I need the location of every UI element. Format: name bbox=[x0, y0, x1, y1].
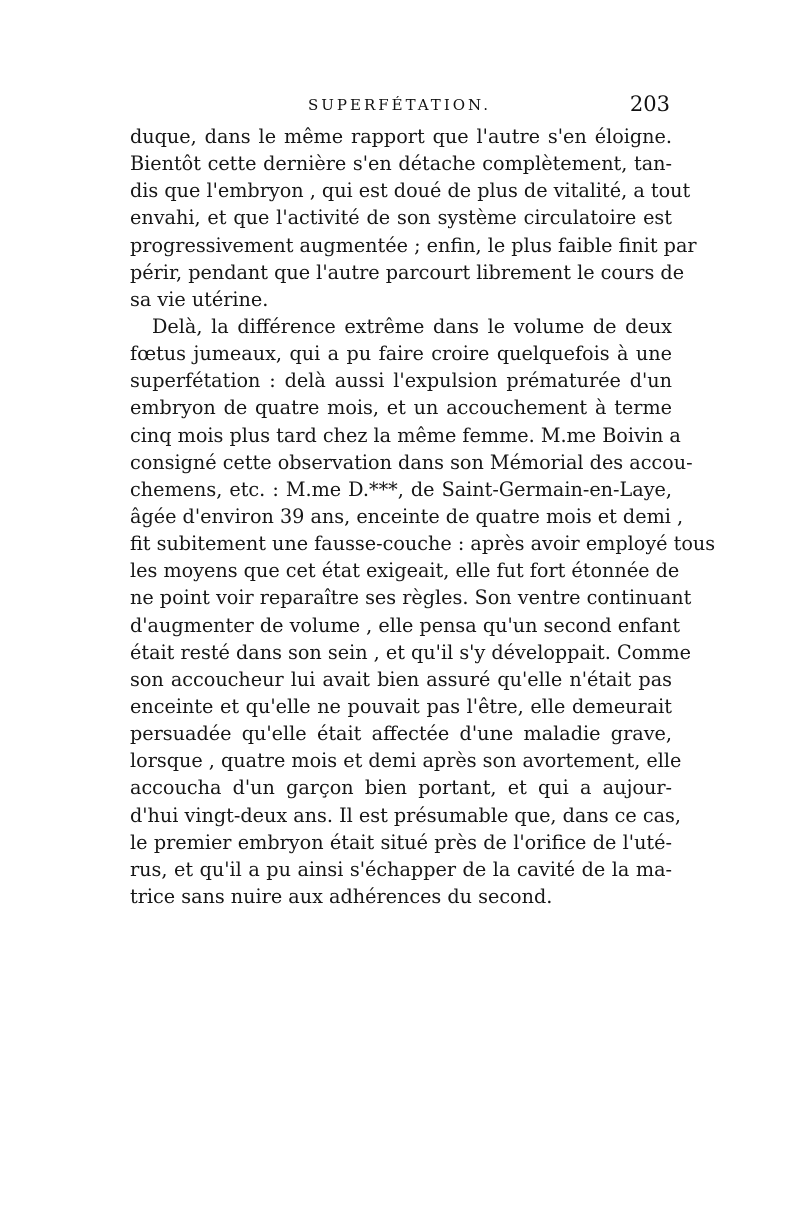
text-line: accoucha d'un garçon bien portant, et qui a aujour- bbox=[130, 776, 672, 800]
text-line: superfétation : delà aussi l'expulsion prématurée d'un bbox=[130, 369, 672, 393]
text-line: embryon de quatre mois, et un accouchement à terme bbox=[130, 396, 672, 420]
text-line: consigné cette observation dans son Mémorial des accou- bbox=[130, 450, 693, 474]
page-header bbox=[130, 92, 670, 122]
text-line: envahi, et que l'activité de son système circulatoire est bbox=[130, 206, 672, 230]
text-line: duque, dans le même rapport que l'autre s'en éloigne. bbox=[130, 125, 672, 148]
paragraph bbox=[130, 313, 716, 910]
text-line: périr, pendant que l'autre parcourt librement le cours de bbox=[130, 260, 685, 284]
text-line: d'augmenter de volume , elle pensa qu'un second enfant bbox=[130, 613, 681, 637]
text-line: enceinte et qu'elle ne pouvait pas l'être, elle demeurait bbox=[130, 694, 672, 718]
text-line: dis que l'embryon , qui est doué de plus de vitalité, a tout bbox=[130, 179, 691, 203]
running-title: SUPERFÉTATION. bbox=[308, 96, 491, 114]
text-line: son accoucheur lui avait bien assuré qu'elle n'était pas bbox=[130, 667, 672, 691]
text-line: Delà, la différence extrême dans le volume de deux bbox=[152, 314, 672, 338]
text-line: rus, et qu'il a pu ainsi s'échapper de la cavité de la ma- bbox=[130, 857, 672, 881]
text-line: le premier embryon était situé près de l'orifice de l'uté- bbox=[130, 830, 672, 854]
text-line: lorsque , quatre mois et demi après son avortement, elle bbox=[130, 749, 682, 773]
page-number: 203 bbox=[629, 92, 670, 116]
paragraph bbox=[130, 123, 697, 313]
text-line: cinq mois plus tard chez la même femme. M.me Boivin a bbox=[130, 423, 681, 447]
text-line: âgée d'environ 39 ans, enceinte de quatre mois et demi , bbox=[130, 504, 684, 528]
text-line: sa vie utérine. bbox=[130, 287, 269, 311]
text-line: les moyens que cet état exigeait, elle fut fort étonnée de bbox=[130, 559, 680, 583]
body-text bbox=[130, 123, 716, 910]
text-line: trice sans nuire aux adhérences du second. bbox=[130, 884, 553, 908]
text-line: chemens, etc. : M.me D.***, de Saint-Germain-en-Laye, bbox=[130, 477, 672, 501]
text-line: persuadée qu'elle était affectée d'une maladie grave, bbox=[130, 722, 672, 746]
text-line: d'hui vingt-deux ans. Il est présumable que, dans ce cas, bbox=[130, 803, 681, 827]
text-line: ne point voir reparaître ses règles. Son ventre continuant bbox=[130, 586, 692, 610]
text-line: fit subitement une fausse-couche : après avoir employé tous bbox=[130, 532, 716, 556]
text-line: était resté dans son sein , et qu'il s'y développait. Comme bbox=[130, 640, 691, 664]
text-line: Bientôt cette dernière s'en détache complètement, tan- bbox=[130, 152, 672, 176]
text-line: progressivement augmentée ; enfin, le plus faible finit par bbox=[130, 233, 697, 257]
text-line: fœtus jumeaux, qui a pu faire croire quelquefois à une bbox=[130, 342, 672, 366]
